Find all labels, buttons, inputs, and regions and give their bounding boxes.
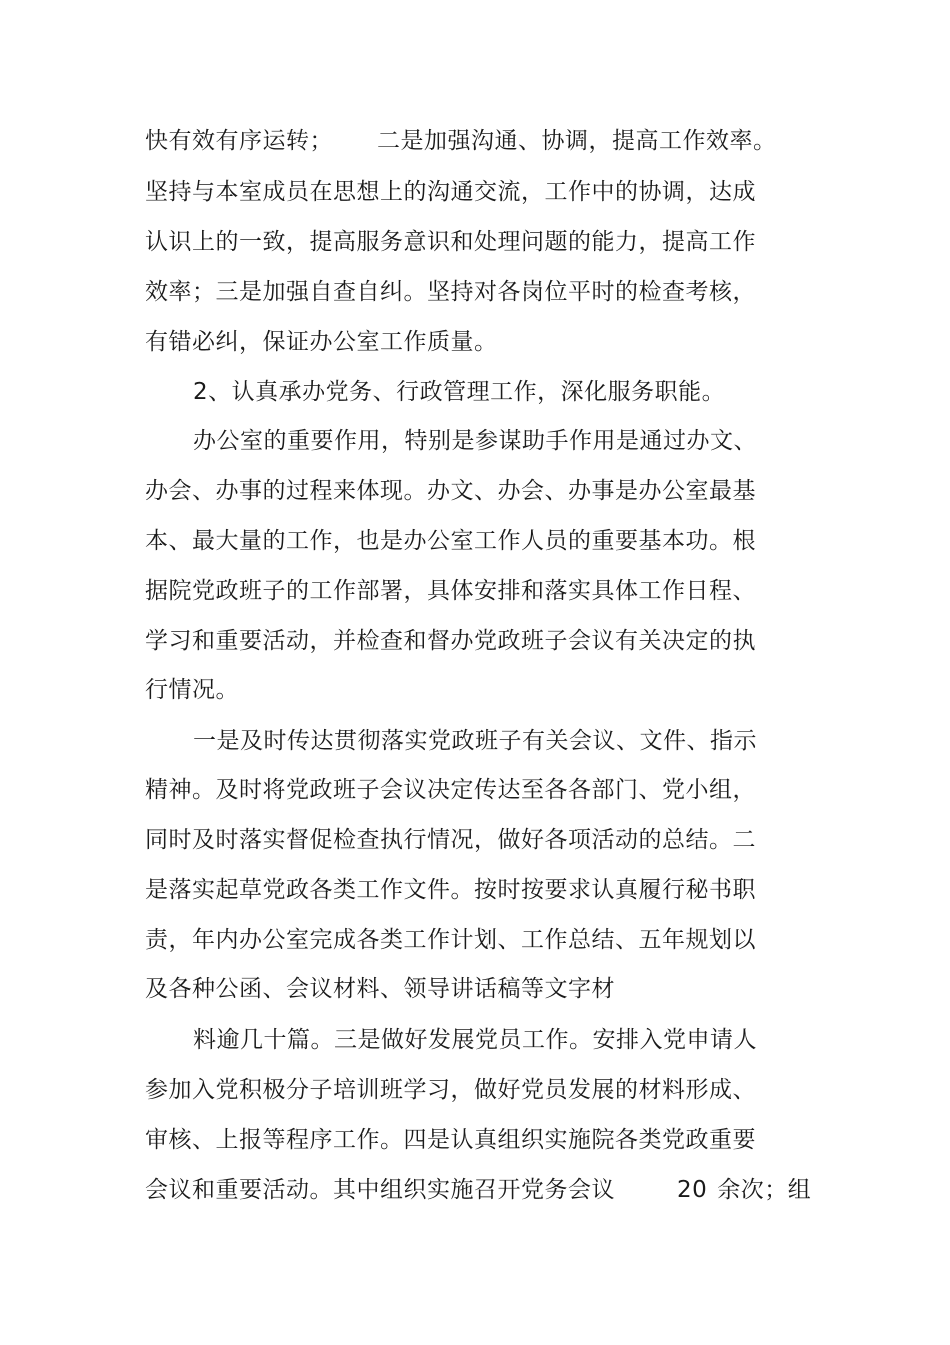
text-line: 一是及时传达贯彻落实党政班子有关会议、文件、指示 (193, 728, 757, 754)
text-line: 审核、上报等程序工作。四是认真组织实施院各类党政重要 (145, 1127, 756, 1153)
text-segment: 二是加强沟通、协调，提高工作效率。 (377, 128, 777, 154)
text-line: 办会、办事的过程来体现。办文、办会、办事是办公室最基 (145, 478, 756, 504)
text-segment: 余次；组 (717, 1177, 812, 1203)
text-line: 同时及时落实督促检查执行情况，做好各项活动的总结。二 (145, 827, 756, 853)
text-line: 学习和重要活动，并检查和督办党政班子会议有关决定的执 (145, 628, 756, 654)
text-line (145, 1175, 811, 1205)
text-line: 办公室的重要作用，特别是参谋助手作用是通过办文、 (193, 428, 757, 454)
text-segment: 20 (677, 1177, 708, 1203)
text-line: 精神。及时将党政班子会议决定传达至各各部门、党小组， (145, 777, 756, 803)
text-segment: 快有效有序运转； (145, 128, 333, 154)
text-line: 认识上的一致，提高服务意识和处理问题的能力，提高工作 (145, 229, 756, 255)
text-line: 据院党政班子的工作部署，具体安排和落实具体工作日程、 (145, 578, 756, 604)
section-heading: 2、认真承办党务、行政管理工作，深化服务职能。 (193, 379, 726, 405)
text-line: 有错必纠，保证办公室工作质量。 (145, 329, 498, 355)
text-line: 料逾几十篇。三是做好发展党员工作。安排入党申请人 (193, 1027, 757, 1053)
text-line: 行情况。 (145, 677, 239, 703)
text-line: 本、最大量的工作，也是办公室工作人员的重要基本功。根 (145, 528, 756, 554)
text-line (145, 126, 777, 156)
text-line: 及各种公函、会议材料、领导讲话稿等文字材 (145, 976, 615, 1002)
text-line: 效率；三是加强自查自纠。坚持对各岗位平时的检查考核， (145, 279, 756, 305)
text-line: 责，年内办公室完成各类工作计划、工作总结、五年规划以 (145, 927, 756, 953)
text-line: 参加入党积极分子培训班学习，做好党员发展的材料形成、 (145, 1077, 756, 1103)
text-line: 坚持与本室成员在思想上的沟通交流，工作中的协调，达成 (145, 179, 756, 205)
text-segment: 会议和重要活动。其中组织实施召开党务会议 (145, 1177, 615, 1203)
text-line: 是落实起草党政各类工作文件。按时按要求认真履行秘书职 (145, 877, 756, 903)
